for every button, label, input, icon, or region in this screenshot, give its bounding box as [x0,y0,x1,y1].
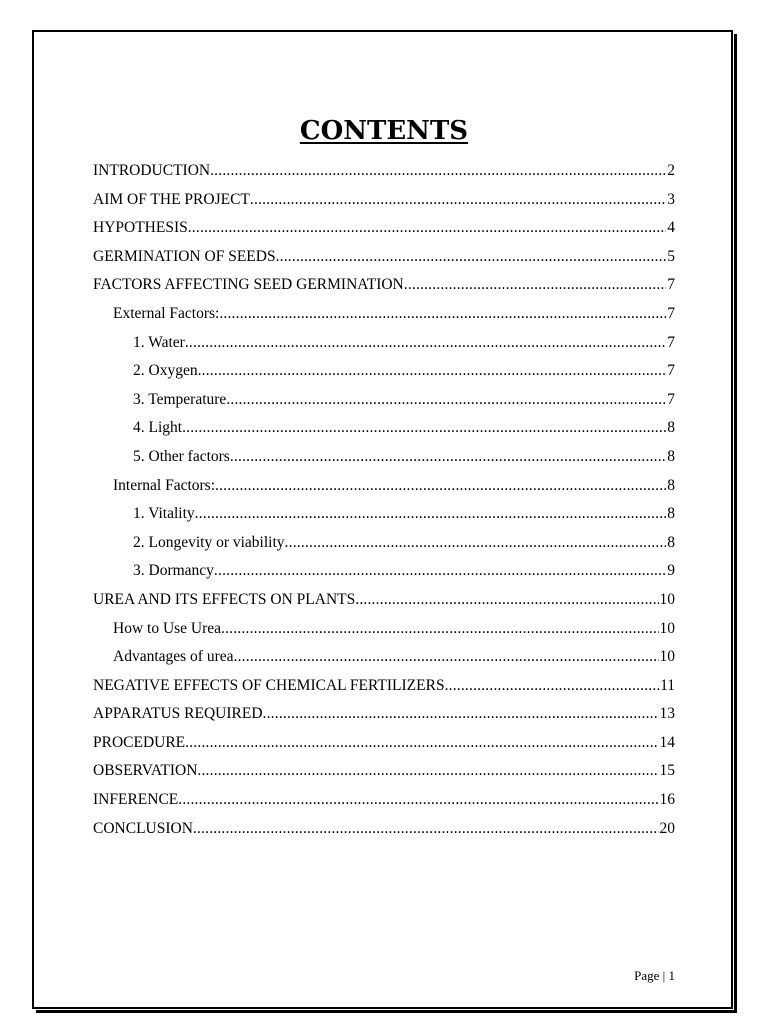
toc-entry-label: CONCLUSION [93,819,193,837]
toc-entry[interactable] [93,386,675,415]
toc-entry[interactable] [93,615,675,644]
toc-dot-leader [263,700,659,729]
toc-dot-leader [226,386,666,415]
toc-entry[interactable] [93,443,675,472]
toc-entry-page-number: 14 [659,733,675,751]
toc-entry-page-number: 7 [667,304,675,322]
toc-entry[interactable] [93,529,675,558]
toc-entry-page-number: 10 [659,619,675,637]
toc-entry-label: External Factors: [113,304,220,322]
toc-entry[interactable] [93,186,675,215]
toc-entry-page-number: 10 [659,648,675,666]
toc-entry-page-number: 15 [659,762,675,780]
toc-entry-page-number: 16 [659,791,675,809]
toc-entry[interactable] [93,357,675,386]
toc-entry-label: NEGATIVE EFFECTS OF CHEMICAL FERTILIZERS [93,676,445,694]
page-title: CONTENTS [299,116,469,146]
toc-entry[interactable] [93,500,675,529]
toc-entry[interactable] [93,815,675,844]
toc-entry-label: AIM OF THE PROJECT [93,190,250,208]
toc-dot-leader [355,586,658,615]
toc-dot-leader [178,786,658,815]
toc-entry-label: OBSERVATION [93,762,198,780]
toc-entry-label: UREA AND ITS EFFECTS ON PLANTS [93,590,356,608]
toc-entry-page-number: 7 [667,333,675,351]
toc-dot-leader [276,243,667,272]
toc-entry[interactable] [93,557,675,586]
toc-entry-page-number: 8 [667,505,675,523]
toc-dot-leader [185,729,658,758]
toc-dot-leader [221,615,658,644]
toc-entry-label: 3. Dormancy [133,562,214,580]
toc-entry[interactable] [93,672,675,701]
toc-dot-leader [445,672,660,701]
toc-entry-label: INFERENCE [93,791,179,809]
toc-dot-leader [234,643,659,672]
toc-entry-label: APPARATUS REQUIRED [93,705,263,723]
toc-entry-page-number: 11 [660,676,675,694]
toc-entry[interactable] [93,757,675,786]
toc-entry-page-number: 4 [667,219,675,237]
toc-entry[interactable] [93,271,675,300]
toc-entry-page-number: 10 [659,590,675,608]
toc-dot-leader [193,815,659,844]
toc-entry[interactable] [93,243,675,272]
toc-dot-leader [210,157,666,186]
toc-entry-label: 2. Longevity or viability [133,533,285,551]
toc-entry-label: 4. Light [133,419,183,437]
toc-entry[interactable] [93,472,675,501]
toc-entry-label: 1. Vitality [133,505,195,523]
toc-entry-page-number: 9 [667,562,675,580]
toc-dot-leader [230,443,666,472]
toc-entry[interactable] [93,786,675,815]
toc-entry-label: PROCEDURE [93,733,186,751]
toc-dot-leader [188,214,667,243]
toc-dot-leader [185,329,666,358]
toc-entry-label: 3. Temperature [133,390,227,408]
toc-entry-label: 1. Water [133,333,185,351]
toc-entry[interactable] [93,214,675,243]
toc-entry[interactable] [93,414,675,443]
toc-dot-leader [197,757,658,786]
toc-entry[interactable] [93,729,675,758]
toc-entry-page-number: 2 [667,162,675,179]
toc-dot-leader [215,472,666,501]
toc-entry-label: INTRODUCTION [93,162,211,179]
toc-dot-leader [182,414,666,443]
toc-dot-leader [250,186,666,215]
toc-entry-label: GERMINATION OF SEEDS [93,247,276,265]
toc-dot-leader [285,529,667,558]
toc-entry-page-number: 5 [667,247,675,265]
toc-entry[interactable] [93,586,675,615]
toc-entry-page-number: 8 [667,419,675,437]
toc-entry-label: 5. Other factors [133,447,230,465]
toc-entry-page-number: 8 [667,447,675,465]
toc-dot-leader [219,300,666,329]
toc-entry-page-number: 8 [667,476,675,494]
toc-entry-label: Advantages of urea [113,648,234,666]
toc-entry-label: 2. Oxygen [133,362,198,380]
toc-entry-page-number: 3 [667,190,675,208]
toc-entry-label: FACTORS AFFECTING SEED GERMINATION [93,276,404,294]
toc-entry[interactable] [93,700,675,729]
page-number-footer: Page | 1 [634,968,675,983]
toc-entry-label: Internal Factors: [113,476,216,494]
toc-entry-page-number: 13 [659,705,675,723]
toc-entry[interactable] [93,643,675,672]
table-of-contents [93,157,675,843]
toc-entry-page-number: 20 [659,819,675,837]
toc-entry-page-number: 7 [667,362,675,380]
toc-entry-label: HYPOTHESIS [93,219,188,237]
toc-entry-page-number: 8 [667,533,675,551]
toc-dot-leader [198,357,667,386]
toc-entry-page-number: 7 [667,390,675,408]
toc-entry[interactable] [93,300,675,329]
toc-dot-leader [195,500,667,529]
toc-entry[interactable] [93,329,675,358]
toc-entry[interactable] [93,157,675,186]
toc-dot-leader [214,557,666,586]
toc-dot-leader [404,271,667,300]
toc-entry-page-number: 7 [667,276,675,294]
toc-entry-label: How to Use Urea [113,619,222,637]
